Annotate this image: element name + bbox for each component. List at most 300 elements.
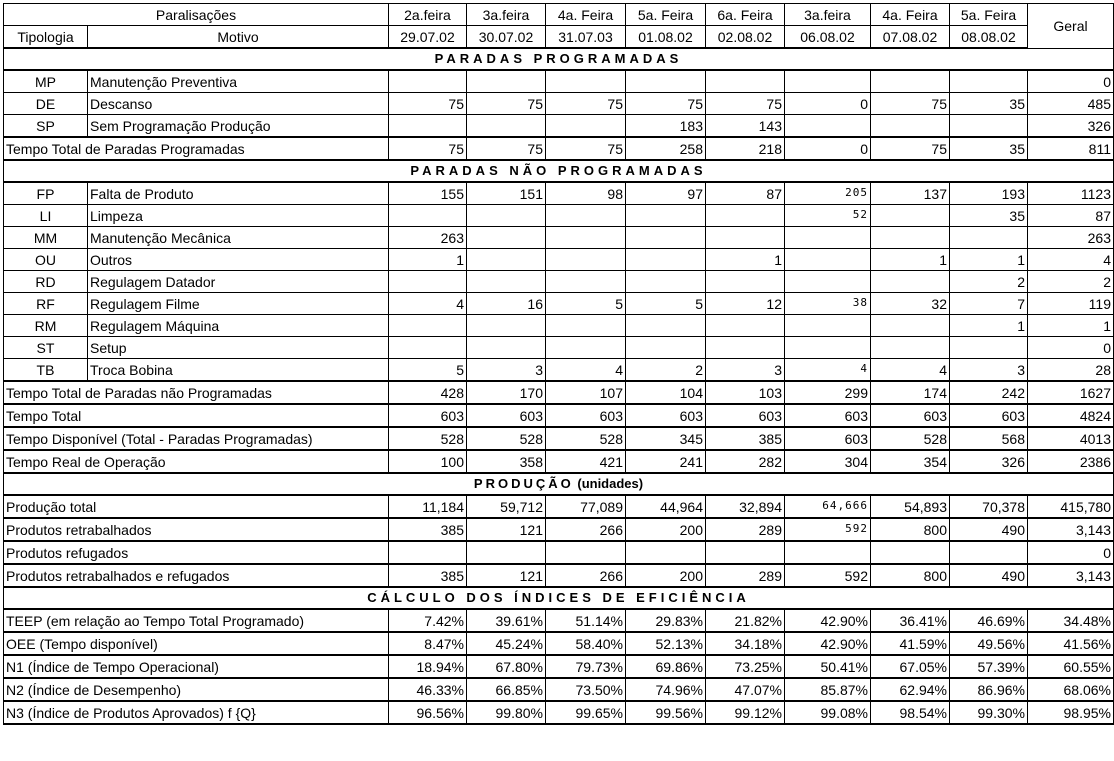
geral-cell: 1 [1028,315,1114,337]
header-day-date: 02.08.02 [706,26,785,49]
producao-row [4,495,1114,518]
table-row [4,227,1114,249]
motivo-label: Regulagem Datador [88,271,389,293]
value-cell [706,541,785,564]
value-cell: 52 [785,205,871,227]
value-cell: 75 [389,93,467,115]
tempo-row [4,450,1114,473]
value-cell: 592 [785,518,871,541]
header-day-date: 01.08.02 [626,26,706,49]
tempo-row [4,381,1114,404]
indice-row [4,655,1114,678]
geral-cell: 34.48% [1028,609,1114,632]
producao-label: Produtos refugados [4,541,389,564]
value-cell: 29.83% [626,609,706,632]
header-day-name: 3a.feira [785,4,871,26]
value-cell: 258 [626,137,706,160]
motivo-label: Setup [88,337,389,359]
value-cell: 69.86% [626,655,706,678]
value-cell: 79.73% [546,655,626,678]
table-row [4,249,1114,271]
value-cell [706,337,785,359]
tipologia-code: MP [4,70,88,93]
value-cell: 266 [546,518,626,541]
value-cell: 528 [467,427,546,450]
tempo-label: Tempo Real de Operação [4,450,389,473]
geral-cell: 2386 [1028,450,1114,473]
value-cell: 143 [706,115,785,138]
value-cell: 46.69% [950,609,1028,632]
motivo-label: Limpeza [88,205,389,227]
header-day-name: 5a. Feira [950,4,1028,26]
value-cell [626,205,706,227]
tipologia-code: DE [4,93,88,115]
geral-cell: 4013 [1028,427,1114,450]
value-cell: 41.59% [871,632,950,655]
value-cell: 46.33% [389,678,467,701]
tipologia-code: RM [4,315,88,337]
motivo-label: Manutenção Preventiva [88,70,389,93]
indice-row [4,678,1114,701]
geral-cell: 119 [1028,293,1114,315]
geral-cell: 0 [1028,541,1114,564]
value-cell [389,115,467,138]
value-cell: 0 [785,93,871,115]
value-cell: 326 [950,450,1028,473]
value-cell: 2 [626,359,706,382]
value-cell [950,70,1028,93]
value-cell: 7.42% [389,609,467,632]
value-cell: 603 [871,404,950,427]
value-cell: 32,894 [706,495,785,518]
value-cell [785,227,871,249]
value-cell [546,205,626,227]
value-cell: 174 [871,381,950,404]
header-motivo: Motivo [88,26,389,49]
value-cell: 32 [871,293,950,315]
value-cell [467,249,546,271]
value-cell: 11,184 [389,495,467,518]
value-cell: 1 [706,249,785,271]
value-cell: 85.87% [785,678,871,701]
value-cell: 603 [785,404,871,427]
value-cell [871,541,950,564]
value-cell: 73.25% [706,655,785,678]
value-cell: 800 [871,518,950,541]
value-cell [546,271,626,293]
producao-label: Produção total [4,495,389,518]
value-cell [706,227,785,249]
geral-cell: 87 [1028,205,1114,227]
geral-cell: 3,143 [1028,564,1114,587]
header-paralisacoes: Paralisações [4,4,389,26]
value-cell [546,249,626,271]
value-cell: 3 [467,359,546,382]
value-cell: 385 [706,427,785,450]
indice-label: N3 (Índice de Produtos Aprovados) f {Q} [4,701,389,724]
geral-cell: 1123 [1028,182,1114,205]
value-cell: 67.80% [467,655,546,678]
value-cell [467,205,546,227]
value-cell: 218 [706,137,785,160]
value-cell: 4 [389,293,467,315]
value-cell: 354 [871,450,950,473]
value-cell: 7 [950,293,1028,315]
value-cell: 603 [467,404,546,427]
indice-label: OEE (Tempo disponível) [4,632,389,655]
tempo-row [4,404,1114,427]
value-cell [626,541,706,564]
value-cell: 205 [785,182,871,205]
tipologia-code: TB [4,359,88,382]
motivo-label: Regulagem Filme [88,293,389,315]
value-cell: 490 [950,564,1028,587]
section-producao-unit: (unidades) [573,476,644,491]
value-cell [467,315,546,337]
value-cell [546,337,626,359]
value-cell: 107 [546,381,626,404]
value-cell: 603 [546,404,626,427]
header-day-date: 29.07.02 [389,26,467,49]
value-cell [467,541,546,564]
section-row [4,160,1114,182]
section-row [4,587,1114,609]
value-cell: 99.80% [467,701,546,724]
value-cell: 39.61% [467,609,546,632]
value-cell [950,115,1028,138]
geral-cell: 1627 [1028,381,1114,404]
value-cell: 54,893 [871,495,950,518]
value-cell [389,70,467,93]
indice-row [4,701,1114,724]
value-cell: 200 [626,518,706,541]
value-cell: 75 [546,137,626,160]
value-cell: 263 [389,227,467,249]
value-cell: 385 [389,518,467,541]
tipologia-code: RD [4,271,88,293]
value-cell: 66.85% [467,678,546,701]
value-cell: 96.56% [389,701,467,724]
value-cell [871,337,950,359]
value-cell: 16 [467,293,546,315]
table-row [4,205,1114,227]
value-cell: 75 [871,137,950,160]
value-cell [871,271,950,293]
value-cell: 75 [706,93,785,115]
motivo-label: Sem Programação Produção [88,115,389,138]
value-cell [871,227,950,249]
value-cell: 75 [389,137,467,160]
header-day-date: 06.08.02 [785,26,871,49]
value-cell [950,227,1028,249]
value-cell: 603 [950,404,1028,427]
value-cell: 18.94% [389,655,467,678]
geral-cell: 415,780 [1028,495,1114,518]
value-cell: 44,964 [626,495,706,518]
indice-label: N1 (Índice de Tempo Operacional) [4,655,389,678]
value-cell: 86.96% [950,678,1028,701]
value-cell: 104 [626,381,706,404]
value-cell: 3 [950,359,1028,382]
value-cell: 289 [706,564,785,587]
efficiency-table [3,3,1114,725]
value-cell: 421 [546,450,626,473]
motivo-label: Manutenção Mecânica [88,227,389,249]
value-cell [467,70,546,93]
tempo-label: Tempo Total de Paradas não Programadas [4,381,389,404]
value-cell: 193 [950,182,1028,205]
value-cell [706,205,785,227]
value-cell: 98.54% [871,701,950,724]
value-cell: 183 [626,115,706,138]
value-cell: 38 [785,293,871,315]
value-cell [785,249,871,271]
section-nao-programadas: PARADAS NÃO PROGRAMADAS [4,160,1114,182]
value-cell: 568 [950,427,1028,450]
value-cell: 170 [467,381,546,404]
value-cell: 345 [626,427,706,450]
indice-row [4,632,1114,655]
value-cell [785,115,871,138]
value-cell: 358 [467,450,546,473]
value-cell: 49.56% [950,632,1028,655]
value-cell [626,227,706,249]
header-day-name: 6a. Feira [706,4,785,26]
value-cell [785,315,871,337]
value-cell [546,115,626,138]
value-cell: 99.12% [706,701,785,724]
value-cell [871,115,950,138]
value-cell [546,70,626,93]
value-cell: 200 [626,564,706,587]
geral-cell: 68.06% [1028,678,1114,701]
value-cell: 77,089 [546,495,626,518]
value-cell [950,541,1028,564]
value-cell: 5 [626,293,706,315]
header-day-name: 3a.feira [467,4,546,26]
section-programadas: PARADAS PROGRAMADAS [4,48,1114,70]
value-cell [546,541,626,564]
table-row [4,93,1114,115]
geral-cell: 0 [1028,70,1114,93]
geral-cell: 485 [1028,93,1114,115]
value-cell: 12 [706,293,785,315]
value-cell: 1 [871,249,950,271]
value-cell: 35 [950,137,1028,160]
value-cell: 58.40% [546,632,626,655]
value-cell: 99.56% [626,701,706,724]
value-cell: 242 [950,381,1028,404]
value-cell [785,541,871,564]
motivo-label: Outros [88,249,389,271]
value-cell [626,315,706,337]
header-day-name: 4a. Feira [546,4,626,26]
table-row [4,182,1114,205]
value-cell: 99.65% [546,701,626,724]
value-cell [546,315,626,337]
value-cell: 59,712 [467,495,546,518]
value-cell: 52.13% [626,632,706,655]
section-producao [4,473,1114,495]
value-cell: 121 [467,564,546,587]
value-cell [950,337,1028,359]
value-cell [626,271,706,293]
value-cell: 75 [871,93,950,115]
value-cell [871,315,950,337]
value-cell: 4 [546,359,626,382]
value-cell [871,70,950,93]
table-row [4,293,1114,315]
value-cell: 36.41% [871,609,950,632]
indice-label: TEEP (em relação ao Tempo Total Programado) [4,609,389,632]
value-cell: 241 [626,450,706,473]
value-cell: 0 [785,137,871,160]
value-cell: 282 [706,450,785,473]
producao-label: Produtos retrabalhados [4,518,389,541]
tipologia-code: RF [4,293,88,315]
tipologia-code: SP [4,115,88,138]
value-cell [626,249,706,271]
value-cell: 385 [389,564,467,587]
table-row [4,315,1114,337]
geral-cell: 263 [1028,227,1114,249]
value-cell: 4 [785,359,871,382]
geral-cell: 0 [1028,337,1114,359]
total-row [4,137,1114,160]
value-cell: 4 [871,359,950,382]
header-day-date: 31.07.03 [546,26,626,49]
header-tipologia: Tipologia [4,26,88,49]
table-row [4,115,1114,138]
geral-cell: 811 [1028,137,1114,160]
motivo-label: Falta de Produto [88,182,389,205]
value-cell: 603 [626,404,706,427]
value-cell: 98 [546,182,626,205]
motivo-label: Regulagem Máquina [88,315,389,337]
value-cell: 35 [950,205,1028,227]
value-cell: 103 [706,381,785,404]
value-cell: 42.90% [785,609,871,632]
tipologia-code: ST [4,337,88,359]
producao-row [4,564,1114,587]
value-cell [785,337,871,359]
geral-cell: 60.55% [1028,655,1114,678]
tipologia-code: LI [4,205,88,227]
tipologia-code: MM [4,227,88,249]
value-cell: 289 [706,518,785,541]
table-row [4,70,1114,93]
value-cell [389,271,467,293]
value-cell: 528 [871,427,950,450]
tempo-label: Tempo Total [4,404,389,427]
value-cell: 47.07% [706,678,785,701]
tempo-label: Tempo Disponível (Total - Paradas Programadas) [4,427,389,450]
value-cell: 1 [950,249,1028,271]
value-cell: 592 [785,564,871,587]
value-cell: 73.50% [546,678,626,701]
value-cell [389,315,467,337]
value-cell: 800 [871,564,950,587]
value-cell: 304 [785,450,871,473]
header-geral: Geral [1028,4,1114,49]
header-day-date: 07.08.02 [871,26,950,49]
value-cell: 5 [389,359,467,382]
value-cell [626,70,706,93]
value-cell [785,70,871,93]
value-cell: 155 [389,182,467,205]
value-cell: 99.30% [950,701,1028,724]
value-cell: 121 [467,518,546,541]
value-cell [389,205,467,227]
value-cell: 1 [950,315,1028,337]
value-cell: 151 [467,182,546,205]
value-cell [467,115,546,138]
value-cell: 428 [389,381,467,404]
table-row [4,359,1114,382]
header-row-days [4,4,1114,26]
producao-row [4,518,1114,541]
value-cell: 528 [546,427,626,450]
value-cell: 50.41% [785,655,871,678]
value-cell [546,227,626,249]
value-cell: 75 [626,93,706,115]
value-cell: 137 [871,182,950,205]
header-row-dates [4,26,1114,49]
value-cell: 3 [706,359,785,382]
geral-cell: 2 [1028,271,1114,293]
section-row [4,473,1114,495]
value-cell: 21.82% [706,609,785,632]
value-cell [871,205,950,227]
value-cell: 603 [706,404,785,427]
value-cell: 75 [467,137,546,160]
value-cell [706,315,785,337]
value-cell: 603 [785,427,871,450]
value-cell: 62.94% [871,678,950,701]
value-cell: 266 [546,564,626,587]
value-cell [389,337,467,359]
value-cell: 34.18% [706,632,785,655]
tempo-row [4,427,1114,450]
geral-cell: 28 [1028,359,1114,382]
value-cell [706,271,785,293]
value-cell: 2 [950,271,1028,293]
value-cell [706,70,785,93]
value-cell: 5 [546,293,626,315]
value-cell: 70,378 [950,495,1028,518]
value-cell: 528 [389,427,467,450]
value-cell [467,271,546,293]
value-cell: 75 [546,93,626,115]
geral-cell: 4824 [1028,404,1114,427]
geral-cell: 3,143 [1028,518,1114,541]
value-cell: 74.96% [626,678,706,701]
value-cell: 42.90% [785,632,871,655]
tipologia-code: FP [4,182,88,205]
value-cell: 87 [706,182,785,205]
value-cell [467,337,546,359]
value-cell: 8.47% [389,632,467,655]
value-cell [467,227,546,249]
geral-cell: 98.95% [1028,701,1114,724]
producao-row [4,541,1114,564]
geral-cell: 326 [1028,115,1114,138]
header-day-date: 30.07.02 [467,26,546,49]
table-row [4,337,1114,359]
value-cell: 490 [950,518,1028,541]
header-day-name: 4a. Feira [871,4,950,26]
motivo-label: Troca Bobina [88,359,389,382]
